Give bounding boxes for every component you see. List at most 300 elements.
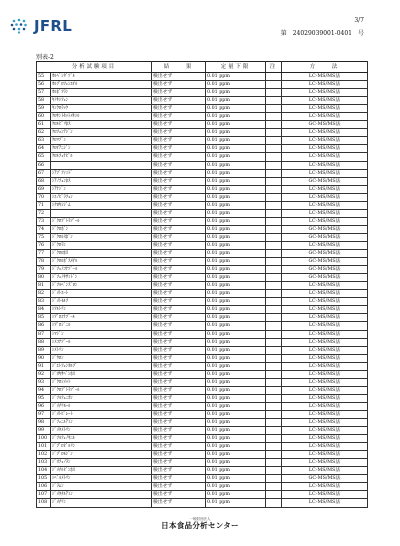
result: 検出せず [152, 290, 206, 298]
method: LC-MS/MS法 [282, 362, 368, 370]
quantitation-limit: 0.01 ppm [206, 459, 266, 467]
note [266, 105, 282, 113]
test-item: ｼﾞｴﾄﾌｪﾝｶﾙﾌﾞ [51, 362, 152, 370]
table-row [37, 483, 368, 491]
table-row [37, 121, 368, 129]
test-item: ｼﾏｼﾞﾝ [51, 330, 152, 338]
note [266, 314, 282, 322]
method: LC-MS/MS法 [282, 217, 368, 225]
test-item: ｼﾞｸﾛﾌﾞﾄﾗｿﾞｰﾙ [51, 386, 152, 394]
test-item: ｼﾞｵﾌｪﾉﾗﾝ [51, 459, 152, 467]
test-item: ｼﾒｺﾅｿﾞｰﾙ [51, 338, 152, 346]
note [266, 435, 282, 443]
note [266, 185, 282, 193]
note [266, 250, 282, 258]
quantitation-limit: 0.01 ppm [206, 105, 266, 113]
test-item: ｶﾙﾍﾞﾝﾀﾞｿﾞﾙ [51, 73, 152, 81]
row-number: 65 [37, 153, 51, 161]
row-number: 83 [37, 298, 51, 306]
method: LC-MS/MS法 [282, 443, 368, 451]
quantitation-limit: 0.01 ppm [206, 266, 266, 274]
method: LC-MS/MS法 [282, 354, 368, 362]
table-row [37, 258, 368, 266]
row-number: 61 [37, 121, 51, 129]
result: 検出せず [152, 306, 206, 314]
table-row [37, 306, 368, 314]
quantitation-limit: 0.01 ppm [206, 225, 266, 233]
result: 検出せず [152, 193, 206, 201]
row-number: 74 [37, 225, 51, 233]
table-row [37, 201, 368, 209]
table-row [37, 290, 368, 298]
method: LC-MS/MS法 [282, 499, 368, 507]
table-row [37, 491, 368, 499]
table-row [37, 266, 368, 274]
table-row [37, 467, 368, 475]
quantitation-limit: 0.01 ppm [206, 298, 266, 306]
note [266, 129, 282, 137]
table-row [37, 346, 368, 354]
test-item: ｼﾞｳﾛﾝ [51, 354, 152, 362]
table-label: 別表-2 [36, 54, 54, 61]
method: LC-MS/MS法 [282, 282, 368, 290]
result: 検出せず [152, 209, 206, 217]
table-row [37, 169, 368, 177]
result: 検出せず [152, 410, 206, 418]
quantitation-limit: 0.01 ppm [206, 467, 266, 475]
row-number: 62 [37, 129, 51, 137]
note [266, 394, 282, 402]
row-number: 57 [37, 89, 51, 97]
result: 検出せず [152, 491, 206, 499]
test-item: ｷﾝｸﾛﾗｯｸ [51, 105, 152, 113]
quantitation-limit: 0.01 ppm [206, 89, 266, 97]
method: LC-MS/MS法 [282, 402, 368, 410]
note [266, 427, 282, 435]
row-number: 59 [37, 105, 51, 113]
row-number: 58 [37, 97, 51, 105]
results-table [36, 61, 368, 508]
table-row [37, 499, 368, 507]
test-item [51, 209, 152, 217]
row-number: 95 [37, 394, 51, 402]
note [266, 266, 282, 274]
table-row [37, 354, 368, 362]
result: 検出せず [152, 266, 206, 274]
table-row [37, 475, 368, 483]
note [266, 410, 282, 418]
quantitation-limit: 0.01 ppm [206, 241, 266, 249]
table-row [37, 322, 368, 330]
method: LC-MS/MS法 [282, 435, 368, 443]
note [266, 201, 282, 209]
row-number: 85 [37, 314, 51, 322]
method: LC-MS/MS法 [282, 467, 368, 475]
note [266, 274, 282, 282]
row-number: 56 [37, 81, 51, 89]
table-row [37, 193, 368, 201]
result: 検出せず [152, 225, 206, 233]
quantitation-limit: 0.01 ppm [206, 185, 266, 193]
note [266, 322, 282, 330]
note [266, 443, 282, 451]
quantitation-limit: 0.01 ppm [206, 73, 266, 81]
table-row [37, 241, 368, 249]
table-row [37, 113, 368, 121]
note [266, 209, 282, 217]
note [266, 169, 282, 177]
test-item: ｼﾌﾙﾄﾘﾝ [51, 306, 152, 314]
table-row [37, 105, 368, 113]
table-row [37, 225, 368, 233]
row-number: 71 [37, 201, 51, 209]
result: 検出せず [152, 73, 206, 81]
method: LC-MS/MS法 [282, 427, 368, 435]
note [266, 354, 282, 362]
row-number: 78 [37, 258, 51, 266]
method: LC-MS/MS法 [282, 491, 368, 499]
result: 検出せず [152, 250, 206, 258]
test-item: ｼﾞｸﾛﾗﾝ [51, 241, 152, 249]
row-number: 75 [37, 233, 51, 241]
test-item: ｼｱｿﾞﾌｧﾐﾄﾞ [51, 169, 152, 177]
method: LC-MS/MS法 [282, 113, 368, 121]
note [266, 451, 282, 459]
result: 検出せず [152, 338, 206, 346]
note [266, 89, 282, 97]
row-number: 94 [37, 386, 51, 394]
result: 検出せず [152, 346, 206, 354]
result: 検出せず [152, 137, 206, 145]
test-item: ｷﾉｷｼﾌｪﾝ [51, 97, 152, 105]
footer-organization [0, 517, 400, 530]
method: GC-MS/MS法 [282, 266, 368, 274]
result: 検出せず [152, 427, 206, 435]
note [266, 362, 282, 370]
row-number: 105 [37, 475, 51, 483]
result: 検出せず [152, 443, 206, 451]
result: 検出せず [152, 274, 206, 282]
note [266, 225, 282, 233]
quantitation-limit: 0.01 ppm [206, 362, 266, 370]
result: 検出せず [152, 217, 206, 225]
table-row [37, 282, 368, 290]
result: 検出せず [152, 435, 206, 443]
method: GC-MS/MS法 [282, 475, 368, 483]
quantitation-limit: 0.01 ppm [206, 209, 266, 217]
quantitation-limit: 0.01 ppm [206, 153, 266, 161]
test-item: ｼﾞﾒﾀﾒﾄﾘﾝ [51, 427, 152, 435]
row-number: 64 [37, 145, 51, 153]
note [266, 73, 282, 81]
result: 検出せず [152, 201, 206, 209]
test-item: ｼﾌﾟﾛｼﾞﾆﾙ [51, 322, 152, 330]
method: LC-MS/MS法 [282, 169, 368, 177]
result: 検出せず [152, 362, 206, 370]
note [266, 475, 282, 483]
table-row [37, 394, 368, 402]
header-method: 方 法 [282, 62, 368, 73]
header-result: 結 果 [152, 62, 206, 73]
row-number: 106 [37, 483, 51, 491]
logo-text: JFRL [34, 17, 73, 35]
note [266, 161, 282, 169]
test-item: ｼﾞﾒﾁﾘﾝ [51, 499, 152, 507]
method: LC-MS/MS法 [282, 81, 368, 89]
note [266, 145, 282, 153]
test-item: ｼﾞｸﾛﾎﾞﾝ [51, 225, 152, 233]
result: 検出せず [152, 314, 206, 322]
row-number: 88 [37, 338, 51, 346]
method: LC-MS/MS法 [282, 306, 368, 314]
method: GC-MS/MS法 [282, 225, 368, 233]
jfrl-logo-mark-icon [10, 18, 32, 34]
result: 検出せず [152, 177, 206, 185]
method: LC-MS/MS法 [282, 145, 368, 153]
method: LC-MS/MS法 [282, 97, 368, 105]
result: 検出せず [152, 169, 206, 177]
test-item: ｼﾞﾌﾙﾍﾞﾝｽﾞﾛﾝ [51, 282, 152, 290]
method: LC-MS/MS法 [282, 89, 368, 97]
table-row [37, 402, 368, 410]
quantitation-limit: 0.01 ppm [206, 306, 266, 314]
test-item: ｼﾒﾄﾘﾝ [51, 346, 152, 354]
row-number: 96 [37, 402, 51, 410]
row-number: 103 [37, 459, 51, 467]
test-item [51, 161, 152, 169]
note [266, 306, 282, 314]
test-item: ｼﾞﾌﾙﾌｪﾉｷﾆﾙ [51, 435, 152, 443]
method: LC-MS/MS法 [282, 483, 368, 491]
result: 検出せず [152, 459, 206, 467]
test-item: ｶﾙﾌﾞﾛﾌｪﾝｴﾁﾙ [51, 81, 152, 89]
result: 検出せず [152, 419, 206, 427]
result: 検出せず [152, 258, 206, 266]
note [266, 97, 282, 105]
test-item: ｼﾞｸﾛﾙﾎﾟｽﾒﾁﾙ [51, 258, 152, 266]
quantitation-limit: 0.01 ppm [206, 378, 266, 386]
note [266, 233, 282, 241]
footer-org-type: 一般財団法人 [189, 517, 211, 521]
test-item: ｼﾞﾌｪﾉｺﾅｿﾞｰﾙ [51, 266, 152, 274]
quantitation-limit: 0.01 ppm [206, 386, 266, 394]
row-number: 55 [37, 73, 51, 81]
result: 検出せず [152, 241, 206, 249]
quantitation-limit: 0.01 ppm [206, 129, 266, 137]
method: LC-MS/MS法 [282, 201, 368, 209]
quantitation-limit: 0.01 ppm [206, 258, 266, 266]
test-item: ｸﾛﾌｪﾝﾃｼﾞﾝ [51, 129, 152, 137]
method: LC-MS/MS法 [282, 298, 368, 306]
table-row [37, 338, 368, 346]
row-number: 80 [37, 274, 51, 282]
row-number: 93 [37, 378, 51, 386]
row-number: 63 [37, 137, 51, 145]
test-item: ｸﾛﾙﾋﾟﾘﾎｽ [51, 121, 152, 129]
table-row [37, 459, 368, 467]
table-row [37, 451, 368, 459]
table-row [37, 386, 368, 394]
jfrl-logo [10, 18, 72, 34]
result: 検出せず [152, 81, 206, 89]
table-row [37, 177, 368, 185]
page-number: 3/7 [354, 17, 364, 24]
result: 検出せず [152, 499, 206, 507]
table-row [37, 161, 368, 169]
quantitation-limit: 0.01 ppm [206, 233, 266, 241]
note [266, 386, 282, 394]
quantitation-limit: 0.01 ppm [206, 394, 266, 402]
method: LC-MS/MS法 [282, 394, 368, 402]
table-row [37, 427, 368, 435]
test-item: ｼﾞｸﾛｼﾒｯﾄ [51, 378, 152, 386]
table-row [37, 209, 368, 217]
test-item: ｼﾍﾟﾙﾒﾄﾘﾝ [51, 475, 152, 483]
test-item: ｼｸﾛｷｼｼﾞﾑ [51, 201, 152, 209]
quantitation-limit: 0.01 ppm [206, 282, 266, 290]
note [266, 290, 282, 298]
note [266, 378, 282, 386]
row-number: 76 [37, 241, 51, 249]
method: GC-MS/MS法 [282, 250, 368, 258]
test-item: ｸﾛﾙﾌｪﾅﾋﾟﾙ [51, 153, 152, 161]
header-note: 注 [266, 62, 282, 73]
row-number: 68 [37, 177, 51, 185]
result: 検出せず [152, 113, 206, 121]
quantitation-limit: 0.01 ppm [206, 491, 266, 499]
table-row [37, 410, 368, 418]
row-number: 98 [37, 419, 51, 427]
table-row [37, 378, 368, 386]
row-number: 67 [37, 169, 51, 177]
row-number: 92 [37, 370, 51, 378]
result: 検出せず [152, 233, 206, 241]
test-item: ｼﾞﾗﾑﾝ [51, 483, 152, 491]
method: LC-MS/MS法 [282, 193, 368, 201]
test-item: ｸﾛﾁｱﾆｼﾞﾝ [51, 145, 152, 153]
row-number: 72 [37, 209, 51, 217]
quantitation-limit: 0.01 ppm [206, 169, 266, 177]
result: 検出せず [152, 298, 206, 306]
row-number: 100 [37, 435, 51, 443]
table-row [37, 419, 368, 427]
test-item: ｶﾙﾎﾞﾌﾗﾝ [51, 89, 152, 97]
test-item: ｼﾞﾌｪﾉｷｻﾐﾄﾞﾝ [51, 274, 152, 282]
test-item: ｼﾞﾌｪﾆﾙｱﾐﾝ [51, 419, 152, 427]
note [266, 346, 282, 354]
table-row [37, 314, 368, 322]
row-number: 87 [37, 330, 51, 338]
result: 検出せず [152, 145, 206, 153]
method: LC-MS/MS法 [282, 346, 368, 354]
note [266, 459, 282, 467]
table-row [37, 298, 368, 306]
result: 検出せず [152, 354, 206, 362]
method: LC-MS/MS法 [282, 290, 368, 298]
row-number: 81 [37, 282, 51, 290]
test-item: ｼﾞｵｷｻﾍﾞﾝﾎｽ [51, 370, 152, 378]
test-item: ｼﾞﾒﾁﾙﾋﾞﾝﾎｽ [51, 467, 152, 475]
method: LC-MS/MS法 [282, 370, 368, 378]
note [266, 81, 282, 89]
row-number: 108 [37, 499, 51, 507]
note [266, 298, 282, 306]
note [266, 241, 282, 249]
method: GC-MS/MS法 [282, 233, 368, 241]
row-number: 86 [37, 322, 51, 330]
method: LC-MS/MS法 [282, 338, 368, 346]
test-item: ｼﾞﾒﾄﾓﾙﾌ [51, 298, 152, 306]
method: LC-MS/MS法 [282, 378, 368, 386]
table-row [37, 330, 368, 338]
method: LC-MS/MS法 [282, 322, 368, 330]
result: 検出せず [152, 161, 206, 169]
test-item: ｸﾛﾏｿﾞﾝ [51, 137, 152, 145]
header-test-item: 分析試験項目 [37, 62, 152, 73]
note [266, 491, 282, 499]
note [266, 338, 282, 346]
test-item: ｼﾌﾟﾛｺﾅｿﾞｰﾙ [51, 314, 152, 322]
note [266, 330, 282, 338]
quantitation-limit: 0.01 ppm [206, 145, 266, 153]
test-item: ｼﾞﾌﾞﾛﾓｼﾞﾝ [51, 451, 152, 459]
test-item: ｼｱﾅｼﾞﾝ [51, 185, 152, 193]
result: 検出せず [152, 153, 206, 161]
table-row [37, 274, 368, 282]
quantitation-limit: 0.01 ppm [206, 419, 266, 427]
row-number: 107 [37, 491, 51, 499]
note [266, 121, 282, 129]
row-number: 73 [37, 217, 51, 225]
note [266, 217, 282, 225]
quantitation-limit: 0.01 ppm [206, 499, 266, 507]
method: LC-MS/MS法 [282, 451, 368, 459]
test-item: ｼﾞﾒﾄｴｰﾄ [51, 290, 152, 298]
row-number: 101 [37, 443, 51, 451]
test-item: ｼﾞｸﾛﾛﾎｽ [51, 250, 152, 258]
note [266, 258, 282, 266]
test-item: ｼﾞﾌﾟﾛﾋﾟﾙﾘﾝ [51, 443, 152, 451]
quantitation-limit: 0.01 ppm [206, 427, 266, 435]
row-number: 70 [37, 193, 51, 201]
result: 検出せず [152, 185, 206, 193]
quantitation-limit: 0.01 ppm [206, 483, 266, 491]
method: LC-MS/MS法 [282, 386, 368, 394]
table-row [37, 443, 368, 451]
table-row [37, 185, 368, 193]
row-number: 102 [37, 451, 51, 459]
row-number: 91 [37, 362, 51, 370]
test-item: ｼﾞｸﾛﾌﾞﾄﾗｿﾞｰﾙ [51, 217, 152, 225]
method: GC-MS/MS法 [282, 177, 368, 185]
row-number: 90 [37, 354, 51, 362]
note [266, 282, 282, 290]
table-row [37, 362, 368, 370]
method: LC-MS/MS法 [282, 314, 368, 322]
method: LC-MS/MS法 [282, 419, 368, 427]
result: 検出せず [152, 402, 206, 410]
result: 検出せず [152, 475, 206, 483]
table-row [37, 153, 368, 161]
row-number: 60 [37, 113, 51, 121]
test-item: ｼﾞﾒﾁﾘﾓｰﾙ [51, 402, 152, 410]
table-row [37, 217, 368, 225]
note [266, 499, 282, 507]
result: 検出せず [152, 378, 206, 386]
table-body [37, 73, 368, 508]
method: GC-MS/MS法 [282, 121, 368, 129]
result: 検出せず [152, 129, 206, 137]
